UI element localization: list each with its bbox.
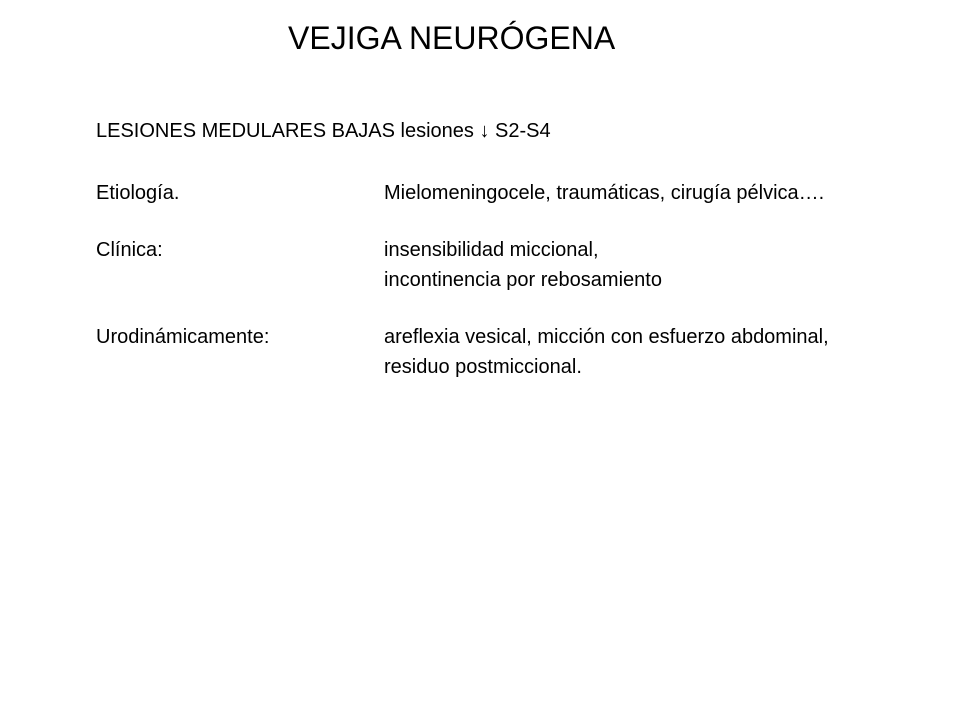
clinical-line: incontinencia por rebosamiento <box>384 269 662 291</box>
slide-subtitle: LESIONES MEDULARES BAJAS lesiones ↓ S2-S4 <box>96 120 551 142</box>
urodynamic-text <box>384 322 829 382</box>
urodynamic-line: areflexia vesical, micción con esfuerzo abdominal, <box>384 326 829 348</box>
clinical-text <box>384 235 662 295</box>
etiology-text <box>384 178 824 208</box>
etiology-label: Etiología. <box>96 182 180 204</box>
etiology-line: Mielomeningocele, traumáticas, cirugía pélvica…. <box>384 182 825 204</box>
slide-title: VEJIGA NEURÓGENA <box>288 20 616 56</box>
clinical-label: Clínica: <box>96 239 163 261</box>
urodynamic-line: residuo postmiccional. <box>384 356 582 378</box>
clinical-line: insensibilidad miccional, <box>384 239 599 261</box>
urodynamic-label: Urodinámicamente: <box>96 326 270 348</box>
